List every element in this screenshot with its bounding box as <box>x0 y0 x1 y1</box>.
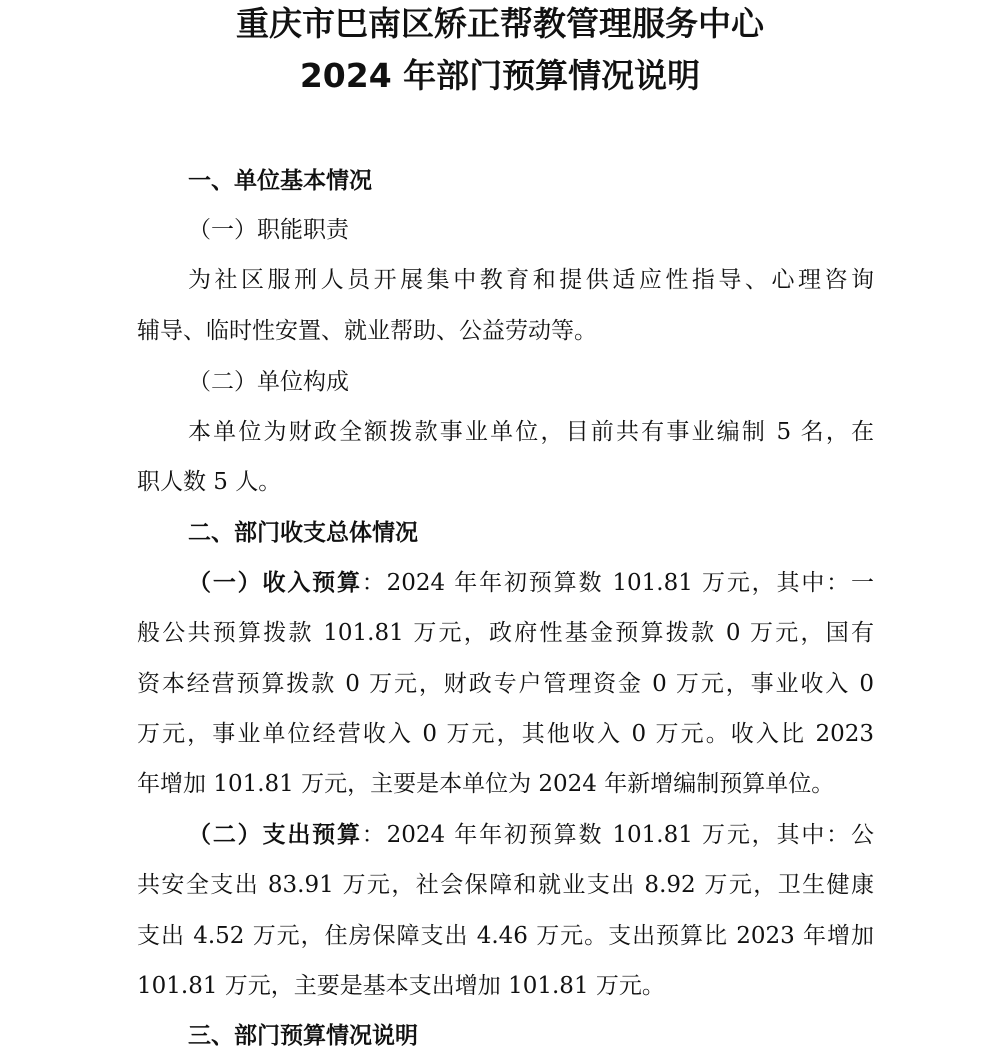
subheading-functions: （一）职能职责 <box>188 217 349 243</box>
paragraph-functions-line-1: 为社区服刑人员开展集中教育和提供适应性指导、心理咨询 <box>188 267 874 293</box>
paragraph-expenditure-line-1 <box>188 820 874 850</box>
paragraph-income-line-3: 资本经营预算拨款 0 万元，财政专户管理资金 0 万元，事业收入 0 <box>137 671 874 697</box>
paragraph-expenditure-line-2: 共安全支出 83.91 万元，社会保障和就业支出 8.92 万元，卫生健康 <box>137 872 874 898</box>
paragraph-composition-line-1: 本单位为财政全额拨款事业单位，目前共有事业编制 5 名，在 <box>188 419 874 445</box>
paragraph-expenditure-line-4: 101.81 万元，主要是基本支出增加 101.81 万元。 <box>137 973 665 999</box>
paragraph-income-line-2: 般公共预算拨款 101.81 万元，政府性基金预算拨款 0 万元，国有 <box>137 620 874 646</box>
income-budget-label: （一）收入预算 <box>188 570 362 596</box>
paragraph-income-line-5: 年增加 101.81 万元，主要是本单位为 2024 年新增编制预算单位。 <box>137 771 835 797</box>
section-heading-overall-budget: 二、部门收支总体情况 <box>188 520 418 546</box>
paragraph-composition-line-2: 职人数 5 人。 <box>137 469 282 495</box>
section-heading-basic-info: 一、单位基本情况 <box>188 168 372 194</box>
paragraph-functions-line-2: 辅导、临时性安置、就业帮助、公益劳动等。 <box>137 318 597 344</box>
paragraph-expenditure-line-3: 支出 4.52 万元，住房保障支出 4.46 万元。支出预算比 2023 年增加 <box>137 923 874 949</box>
expenditure-budget-label: （二）支出预算 <box>188 822 362 848</box>
expenditure-line-1-text: ：2024 年年初预算数 101.81 万元，其中：公 <box>361 822 874 848</box>
document-title-line-1: 重庆市巴南区矫正帮教管理服务中心 <box>236 4 764 43</box>
section-heading-budget-explanation: 三、部门预算情况说明 <box>188 1023 418 1049</box>
document-title-line-2: 2024 年部门预算情况说明 <box>299 56 701 95</box>
income-line-1-text: ：2024 年年初预算数 101.81 万元，其中：一 <box>361 570 874 596</box>
subheading-composition: （二）单位构成 <box>188 369 349 395</box>
paragraph-income-line-4: 万元，事业单位经营收入 0 万元，其他收入 0 万元。收入比 2023 <box>137 721 874 747</box>
paragraph-income-line-1 <box>188 568 874 598</box>
